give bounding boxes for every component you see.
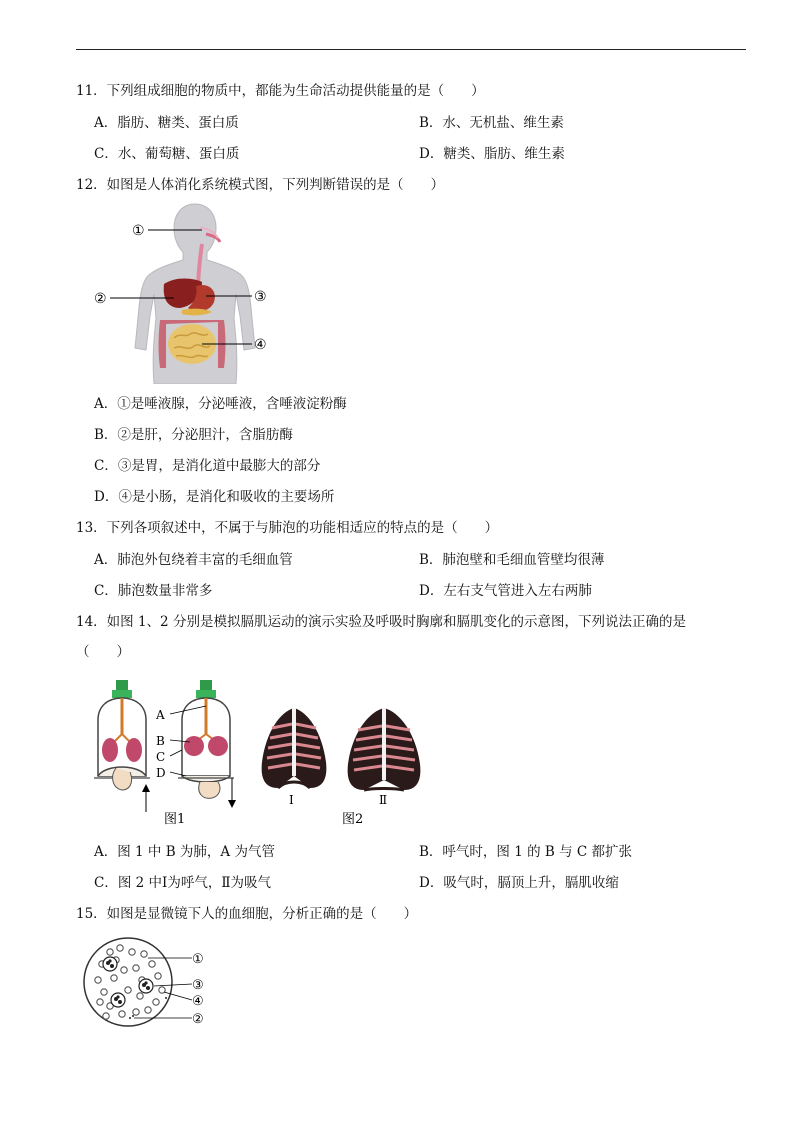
- fig-label-d: D: [156, 766, 166, 780]
- q15-label-1: ①: [192, 952, 204, 967]
- header-rule: [76, 49, 746, 50]
- fig2-caption: 图2: [342, 812, 364, 827]
- ribcage-1: [262, 708, 327, 788]
- q14-stem: 14．如图 1、2 分别是模拟膈肌运动的演示实验及呼吸时胸廓和膈肌变化的示意图，下列说法正确的是: [76, 614, 686, 630]
- q14-option-d: D．吸气时，膈顶上升，膈肌收缩: [419, 875, 619, 891]
- q14-option-b: B．呼气时，图 1 的 B 与 C 都扩张: [419, 844, 633, 860]
- q12-option-a: A．①是唾液腺，分泌唾液，含唾液淀粉酶: [94, 396, 347, 412]
- q11-option-b: B．水、无机盐、维生素: [419, 115, 564, 131]
- q14-option-a: A．图 1 中 B 为肺，A 为气管: [94, 844, 275, 860]
- q15-label-4: ④: [192, 994, 204, 1009]
- q12-label-1: ①: [132, 223, 145, 239]
- q13-option-c: C．肺泡数量非常多: [94, 583, 213, 599]
- bell-jar-1: [94, 680, 150, 812]
- diaphragm-experiment-figure: [86, 672, 436, 832]
- bell-jar-2: [170, 680, 236, 808]
- q12-option-c: C．③是胃，是消化道中最膨大的部分: [94, 458, 321, 474]
- q13-stem: 13．下列各项叙述中，不属于与肺泡的功能相适应的特点的是（ ）: [76, 520, 499, 536]
- fig-label-b: B: [156, 734, 165, 748]
- q12-label-4: ④: [254, 337, 267, 353]
- q12-stem: 12．如图是人体消化系统模式图，下列判断错误的是（ ）: [76, 177, 445, 193]
- roman-2: Ⅱ: [379, 793, 388, 807]
- blood-cells-figure: [80, 930, 220, 1030]
- q12-label-3: ③: [254, 289, 267, 305]
- q13-option-a: A．肺泡外包绕着丰富的毛细血管: [94, 552, 293, 568]
- q12-option-d: D．④是小肠，是消化和吸收的主要场所: [94, 489, 335, 505]
- q15-label-3: ③: [192, 978, 204, 993]
- q15-label-2: ②: [192, 1012, 204, 1027]
- q11-stem: 11．下列组成细胞的物质中，都能为生命活动提供能量的是（ ）: [76, 83, 485, 99]
- q14-option-c: C．图 2 中Ⅰ为呼气，Ⅱ为吸气: [94, 875, 272, 891]
- q11-option-c: C．水、葡萄糖、蛋白质: [94, 146, 240, 162]
- q11-option-d: D．糖类、脂肪、维生素: [419, 146, 565, 162]
- digestive-system-figure: [90, 198, 280, 384]
- ribcage-2: [348, 708, 421, 790]
- roman-1: Ⅰ: [289, 793, 294, 807]
- q13-option-d: D．左右支气管进入左右两肺: [419, 583, 592, 599]
- q15-stem: 15．如图是显微镜下人的血细胞，分析正确的是（ ）: [76, 906, 418, 922]
- q12-label-2: ②: [94, 291, 107, 307]
- fig-label-a: A: [156, 708, 165, 722]
- fig-label-c: C: [156, 750, 166, 764]
- q13-option-b: B．肺泡壁和毛细血管壁均很薄: [419, 552, 605, 568]
- q11-option-a: A．脂肪、糖类、蛋白质: [94, 115, 239, 131]
- q14-stem-bracket: （ ）: [76, 644, 130, 660]
- fig1-caption: 图1: [164, 812, 186, 827]
- q12-option-b: B．②是肝，分泌胆汁，含脂肪酶: [94, 427, 293, 443]
